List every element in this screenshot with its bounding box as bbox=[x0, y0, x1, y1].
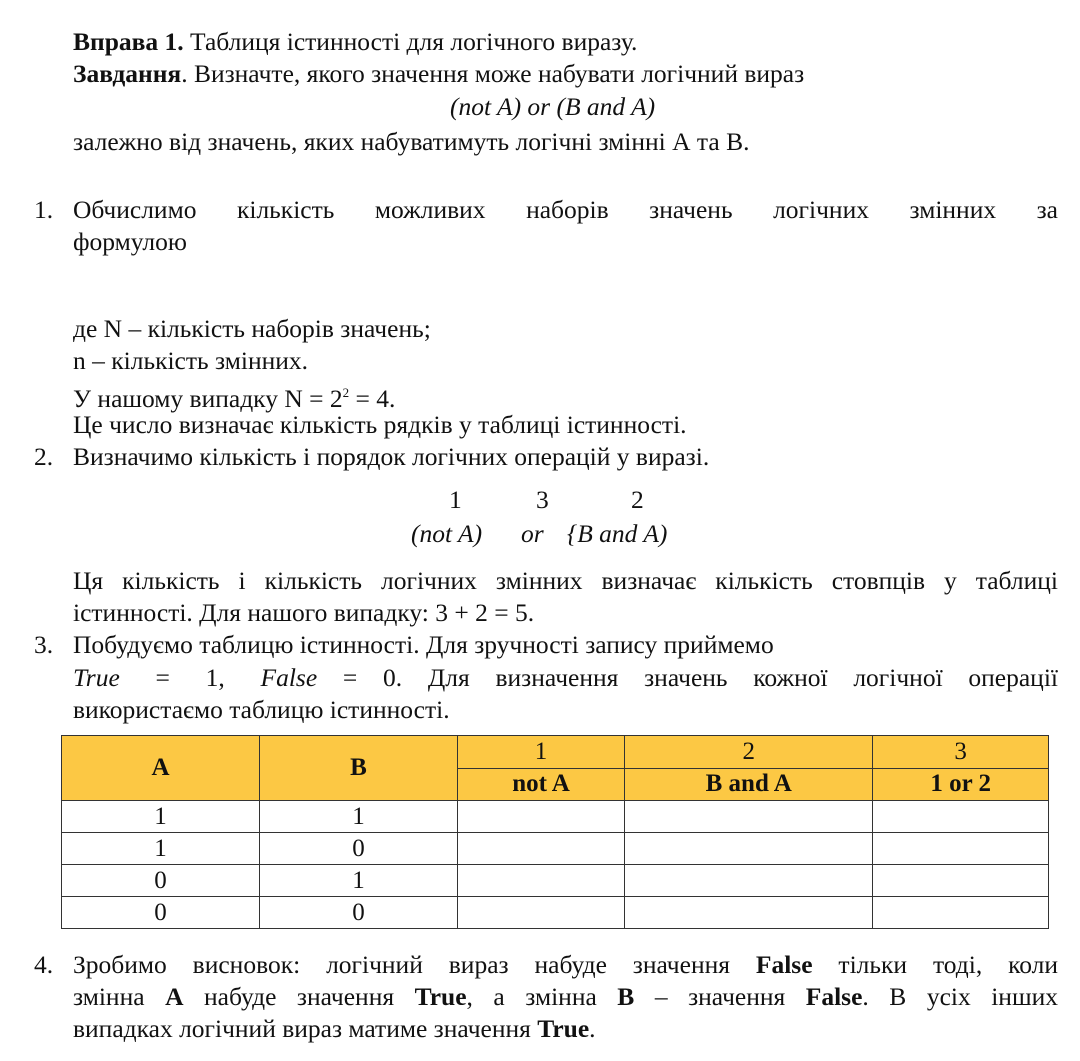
header-op-number-3: 3 bbox=[873, 736, 1049, 769]
step-1-line-1: Обчислимо кількість можливих наборів значень логічних змінних за bbox=[73, 195, 1058, 224]
expr-part-not: (not A) bbox=[411, 519, 483, 548]
task-line bbox=[73, 58, 804, 90]
task-text-2: залежно від значень, яких набуватимуть логічні змінні А та В. bbox=[73, 127, 750, 156]
step-3-number: 3. bbox=[34, 630, 54, 659]
cell-b-and-a bbox=[625, 801, 873, 833]
cell-a: 1 bbox=[62, 833, 260, 865]
cell-b-and-a bbox=[625, 897, 873, 929]
truth-table bbox=[61, 735, 1049, 929]
cell-result bbox=[873, 833, 1049, 865]
text: , а змінна bbox=[466, 982, 618, 1011]
expr-part-or: or bbox=[521, 519, 544, 548]
var-a-bold: A bbox=[165, 982, 184, 1011]
case-exponent: 2 bbox=[342, 385, 350, 400]
var-b-bold: B bbox=[617, 982, 635, 1011]
cell-not-a bbox=[458, 865, 625, 897]
task-label: Завдання bbox=[73, 59, 182, 88]
step-1-note-2: n – кількість змінних. bbox=[73, 346, 309, 375]
cell-not-a bbox=[458, 801, 625, 833]
step-4-line-2 bbox=[73, 981, 1058, 1013]
cell-b-and-a bbox=[625, 833, 873, 865]
cell-not-a bbox=[458, 833, 625, 865]
step-1-line-2: формулою bbox=[73, 227, 187, 256]
cell-b: 1 bbox=[260, 801, 458, 833]
step-2-after-2: істинності. Для нашого випадку: 3 + 2 = 5. bbox=[73, 598, 535, 627]
cell-not-a bbox=[458, 897, 625, 929]
table-row bbox=[62, 897, 1049, 929]
step-3-line-2 bbox=[73, 662, 1058, 694]
text: . bbox=[589, 1014, 596, 1043]
op-order-3: 3 bbox=[536, 485, 549, 514]
cell-b: 1 bbox=[260, 865, 458, 897]
header-a: A bbox=[62, 736, 260, 801]
text: . В усіх інших bbox=[862, 982, 1058, 1011]
true-bold: True bbox=[537, 1014, 590, 1043]
task-expression: (not A) or (B and A) bbox=[450, 92, 656, 121]
text: змінна bbox=[73, 982, 166, 1011]
text: тільки тоді, коли bbox=[812, 950, 1058, 979]
false-eq-rest: = 0. Для визначення значень кожної логічної операції bbox=[317, 663, 1058, 692]
table-row bbox=[62, 865, 1049, 897]
case-suffix: = 4. bbox=[349, 384, 396, 413]
op-order-2: 2 bbox=[631, 485, 644, 514]
case-prefix: У нашому випадку N = 2 bbox=[73, 384, 343, 413]
cell-a: 1 bbox=[62, 801, 260, 833]
step-2-line-1: Визначимо кількість і порядок логічних операцій у виразі. bbox=[73, 442, 710, 471]
true-bold: True bbox=[414, 982, 467, 1011]
header-not-a: not A bbox=[458, 768, 625, 801]
step-2-after-1: Ця кількість і кількість логічних змінних визначає кількість стовпців у таблиці bbox=[73, 566, 1058, 595]
exercise-label: Вправа 1. bbox=[73, 27, 184, 56]
step-2-number: 2. bbox=[34, 442, 54, 471]
cell-b: 0 bbox=[260, 833, 458, 865]
cell-result bbox=[873, 865, 1049, 897]
step-3-line-3: використаємо таблицю істинності. bbox=[73, 695, 450, 724]
cell-a: 0 bbox=[62, 865, 260, 897]
op-order-1: 1 bbox=[449, 485, 462, 514]
step-4-number: 4. bbox=[34, 950, 54, 979]
step-1-number: 1. bbox=[34, 195, 54, 224]
step-3-line-1: Побудуємо таблицю істинності. Для зручності запису приймемо bbox=[73, 630, 774, 659]
text: набуде значення bbox=[183, 982, 415, 1011]
text: – значення bbox=[634, 982, 806, 1011]
text: випадках логічний вираз матиме значення bbox=[73, 1014, 538, 1043]
expr-part-and: {B and A) bbox=[567, 519, 668, 548]
cell-result bbox=[873, 801, 1049, 833]
step-4-line-1 bbox=[73, 949, 1058, 981]
table-row bbox=[62, 801, 1049, 833]
text: Зробимо висновок: логічний вираз набуде значення bbox=[73, 950, 756, 979]
table-row bbox=[62, 833, 1049, 865]
true-word: True bbox=[73, 663, 120, 692]
cell-result bbox=[873, 897, 1049, 929]
step-4-line-3 bbox=[73, 1013, 596, 1045]
header-op-number-1: 1 bbox=[458, 736, 625, 769]
task-text: . Визначте, якого значення може набувати логічний вираз bbox=[181, 59, 805, 88]
header-b-and-a: B and A bbox=[625, 768, 873, 801]
cell-b-and-a bbox=[625, 865, 873, 897]
true-eq: = 1, bbox=[119, 663, 261, 692]
cell-a: 0 bbox=[62, 897, 260, 929]
exercise-title: Таблиця істинності для логічного виразу. bbox=[183, 27, 638, 56]
header-op-number-2: 2 bbox=[625, 736, 873, 769]
step-1-note-1: де N – кількість наборів значень; bbox=[73, 314, 431, 343]
exercise-heading bbox=[73, 26, 637, 58]
header-b: B bbox=[260, 736, 458, 801]
false-bold: False bbox=[755, 950, 813, 979]
cell-b: 0 bbox=[260, 897, 458, 929]
header-1-or-2: 1 or 2 bbox=[873, 768, 1049, 801]
false-bold: False bbox=[805, 982, 863, 1011]
false-word: False bbox=[260, 663, 318, 692]
step-1-conclusion: Це число визначає кількість рядків у таблиці істинності. bbox=[73, 410, 687, 439]
